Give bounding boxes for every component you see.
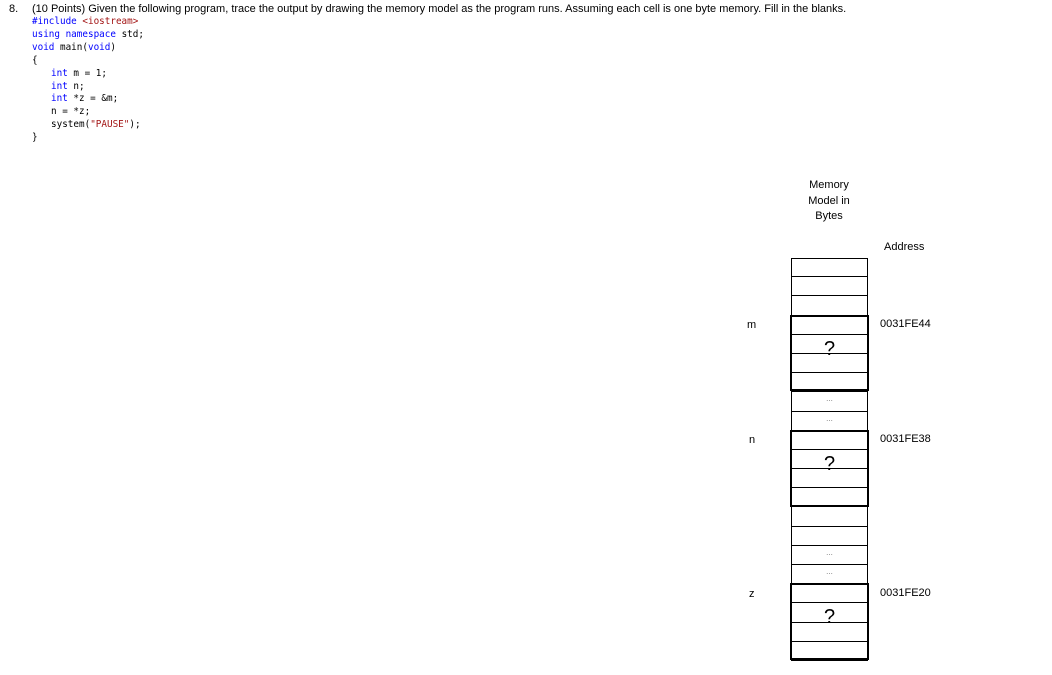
memory-cell[interactable]: ... xyxy=(791,412,868,431)
memory-cell[interactable]: ... xyxy=(791,392,868,411)
code-block: #include <iostream> using namespace std; void main(void) { int m = 1; int n; int *z = &m; n = *z; system("PAUSE"); } xyxy=(32,16,144,144)
memory-cell[interactable]: ... xyxy=(791,565,868,584)
var-label-m: m xyxy=(747,319,757,331)
unknown-value[interactable]: ? xyxy=(823,337,836,360)
memory-cell[interactable] xyxy=(791,296,868,315)
unknown-value[interactable]: ? xyxy=(823,452,836,475)
address-header: Address xyxy=(884,241,925,253)
memory-model xyxy=(791,258,868,661)
memory-cell[interactable] xyxy=(791,277,868,296)
question-text: 8. (10 Points) Given the following program, trace the output by drawing the memory model as the program runs. Assuming each cell is one byte memory. Fill in the blanks. xyxy=(9,3,847,15)
var-label-z: z xyxy=(749,588,755,600)
memory-cell[interactable]: ... xyxy=(791,546,868,565)
memory-cell[interactable] xyxy=(791,258,868,277)
memory-cell[interactable] xyxy=(791,507,868,526)
memory-title: Memory Model in Bytes xyxy=(808,179,850,222)
address-n: 0031FE38 xyxy=(880,433,931,445)
unknown-value[interactable]: ? xyxy=(823,606,836,629)
address-z: 0031FE20 xyxy=(880,587,931,599)
address-m: 0031FE44 xyxy=(880,318,931,330)
memory-cell[interactable] xyxy=(791,527,868,546)
var-label-n: n xyxy=(749,434,756,446)
